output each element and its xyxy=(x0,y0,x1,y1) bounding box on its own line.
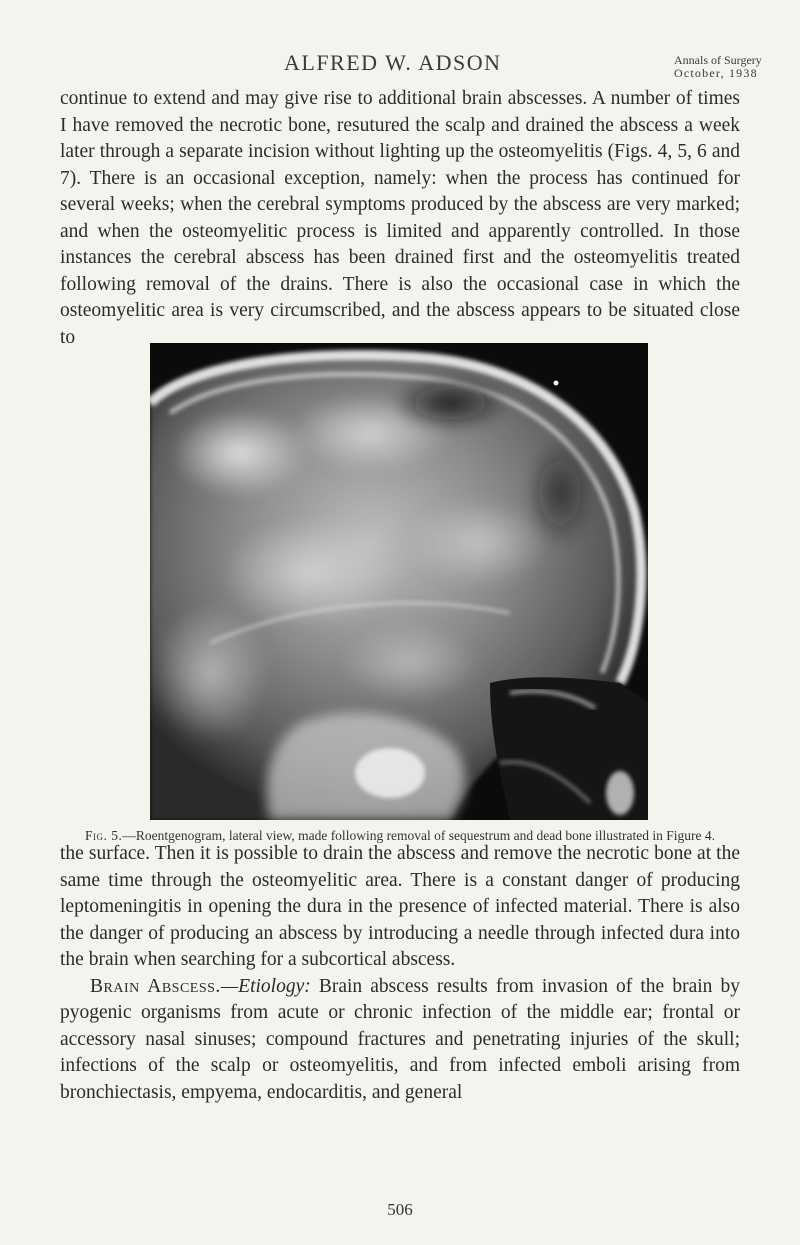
body-paragraph-bottom-1: the surface. Then it is possible to drain the abscess and remove the necrotic bone at the same time through the osteomyelitic area. There is a constant danger of producing leptomeningitis in opening the dura in the presence of infected material. There is also the danger of producing an abscess by introducing a needle through infected dura into the brain when searching for a subcortical abscess. xyxy=(60,843,740,970)
page-number: 506 xyxy=(387,1200,413,1219)
running-head: ALFRED W. ADSON xyxy=(284,50,502,75)
journal-info xyxy=(674,54,784,80)
figure-caption-text: —Roentgenogram, lateral view, made following removal of sequestrum and dead bone illustrated in Figure 4. xyxy=(122,828,715,843)
journal-name: Annals of Surgery xyxy=(674,53,762,67)
body-paragraph-top: continue to extend and may give rise to additional brain abscesses. A number of times I have removed the necrotic bone, resutured the scalp and drained the abscess a week later through a separate incision without lighting up the osteomyelitis (Figs. 4, 5, 6 and 7). There is an occasional exception, namely: when the process has continued for several weeks; when the cerebral symptoms produced by the abscess are very marked; and when the osteomyelitic process is limited and apparently controlled. In those instances the cerebral abscess has been drained first and the osteomyelitis treated following removal of the drains. There is also the occasional case in which the osteomyelitic area is very circumscribed, and the abscess appears to be situated close to xyxy=(60,88,740,348)
body-bottom xyxy=(60,841,740,1106)
figure-label: Fig. 5. xyxy=(85,828,123,843)
section-heading: Brain Abscess. xyxy=(90,975,221,997)
skull-xray-image xyxy=(150,343,648,820)
section-subheading: —Etiology: xyxy=(220,975,311,997)
journal-date: October, 1938 xyxy=(674,66,758,80)
body-paragraph-brain-abscess xyxy=(60,974,740,1107)
page-header xyxy=(0,50,800,90)
xray-figure xyxy=(150,343,648,820)
section-text: Brain abscess results from invasion of the brain by pyogenic organisms from acute or chronic infection of the middle ear; frontal or accessory nasal sinuses; compound fractures and penetrating injuries of the skull; infections of the scalp or osteomyelitis, and from infected emboli arising from bronchiectasis, empyema, endocarditis, and general xyxy=(60,975,740,1103)
